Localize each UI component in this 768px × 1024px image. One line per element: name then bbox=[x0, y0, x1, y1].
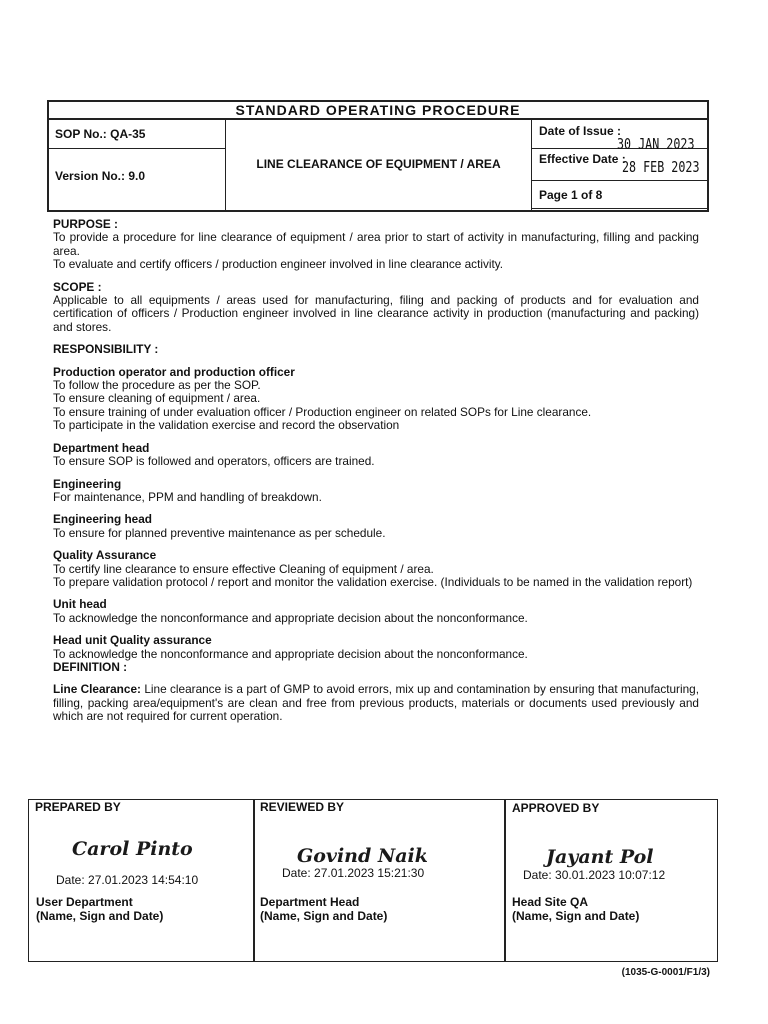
role-title: Head unit Quality assurance bbox=[53, 633, 212, 648]
sop-subject: LINE CLEARANCE OF EQUIPMENT / AREA bbox=[256, 157, 501, 171]
role-line: To certify line clearance to ensure effective Cleaning of equipment / area. bbox=[53, 561, 434, 576]
sop-number: SOP No.: QA-35 bbox=[55, 127, 146, 141]
reviewed-by-role: Department Head bbox=[260, 895, 360, 909]
role-line: To acknowledge the nonconformance and appropriate decision about the nonconformance. bbox=[53, 610, 528, 625]
header-divider bbox=[531, 208, 707, 209]
sop-title: STANDARD OPERATING PROCEDURE bbox=[49, 102, 707, 120]
role-line: To ensure cleaning of equipment / area. bbox=[53, 391, 261, 406]
responsibility-heading: RESPONSIBILITY : bbox=[53, 342, 159, 357]
role-line: To follow the procedure as per the SOP. bbox=[53, 378, 261, 393]
line-clearance-label: Line Clearance: bbox=[53, 682, 141, 697]
sop-body bbox=[53, 218, 699, 724]
reviewed-by-date: Date: 27.01.2023 15:21:30 bbox=[282, 866, 425, 880]
role-line: For maintenance, PPM and handling of breakdown. bbox=[53, 489, 322, 504]
purpose-heading: PURPOSE : bbox=[53, 217, 118, 231]
role-line: To ensure SOP is followed and operators, officers are trained. bbox=[53, 454, 375, 469]
role-title: Engineering head bbox=[53, 512, 152, 527]
purpose-line: To evaluate and certify officers / production engineer involved in line clearance activity. bbox=[53, 257, 504, 272]
header-divider bbox=[531, 180, 707, 181]
approved-by-title: APPROVED BY bbox=[512, 801, 600, 815]
reviewed-by-note: (Name, Sign and Date) bbox=[260, 909, 388, 923]
reviewed-by-title: REVIEWED BY bbox=[260, 800, 345, 814]
page-number: Page 1 of 8 bbox=[539, 188, 603, 202]
approved-by-note: (Name, Sign and Date) bbox=[512, 909, 640, 923]
reviewed-by-signature: Govind Naik bbox=[297, 845, 428, 867]
role-line: To prepare validation protocol / report and monitor the validation exercise. (Individuals to be named in the validation report) bbox=[53, 574, 693, 589]
approval-divider bbox=[253, 800, 255, 961]
approved-by-role: Head Site QA bbox=[512, 895, 589, 909]
approved-by-date: Date: 30.01.2023 10:07:12 bbox=[523, 868, 666, 882]
role-title: Department head bbox=[53, 440, 150, 455]
line-clearance-definition bbox=[53, 683, 699, 723]
role-title: Unit head bbox=[53, 597, 107, 612]
role-line: To acknowledge the nonconformance and appropriate decision about the nonconformance. bbox=[53, 646, 528, 661]
prepared-by-note: (Name, Sign and Date) bbox=[36, 909, 164, 923]
prepared-by-role: User Department bbox=[36, 895, 133, 909]
role-line: To ensure training of under evaluation officer / Production engineer on related SOPs for Line clearance. bbox=[53, 404, 592, 419]
date-of-issue-label: Date of Issue : bbox=[539, 124, 622, 138]
prepared-by-date: Date: 27.01.2023 14:54:10 bbox=[56, 873, 199, 887]
role-title: Quality Assurance bbox=[53, 548, 157, 563]
prepared-by-title: PREPARED BY bbox=[35, 800, 121, 814]
effective-date-stamp: 28 FEB 2023 bbox=[622, 158, 700, 176]
scope-heading: SCOPE : bbox=[53, 279, 102, 294]
date-of-issue-stamp: 30 JAN 2023 bbox=[617, 135, 695, 153]
role-line: To participate in the validation exercise and record the observation bbox=[53, 418, 400, 433]
role-title: Production operator and production officer bbox=[53, 364, 295, 379]
role-line: To ensure for planned preventive maintenance as per schedule. bbox=[53, 525, 386, 540]
approved-by-signature: Jayant Pol bbox=[546, 846, 654, 868]
header-divider bbox=[531, 120, 532, 210]
scope-text: Applicable to all equipments / areas used for manufacturing, filing and packing of products and for evaluation and certification of officers / Production engineer involved in line clearance activity in production (manufacturing and packing) and stores. bbox=[53, 293, 699, 334]
header-divider bbox=[49, 148, 225, 149]
role-title: Engineering bbox=[53, 476, 122, 491]
effective-date-label: Effective Date : bbox=[539, 152, 626, 166]
version-number: Version No.: 9.0 bbox=[55, 169, 146, 183]
definition-heading: DEFINITION : bbox=[53, 659, 128, 674]
form-code: (1035-G-0001/F1/3) bbox=[621, 967, 710, 978]
approval-divider bbox=[504, 800, 506, 961]
purpose-line: To provide a procedure for line clearance of equipment / area prior to start of activity in manufacturing, filling and packing area. bbox=[53, 230, 699, 258]
line-clearance-text: Line clearance is a part of GMP to avoid errors, mix up and contamination by ensuring that manufacturing, filling, packing area/equipment's are clean and free from previous products, materials or documents used previously and which are not required for current operation. bbox=[53, 682, 700, 724]
prepared-by-signature: Carol Pinto bbox=[72, 838, 193, 860]
